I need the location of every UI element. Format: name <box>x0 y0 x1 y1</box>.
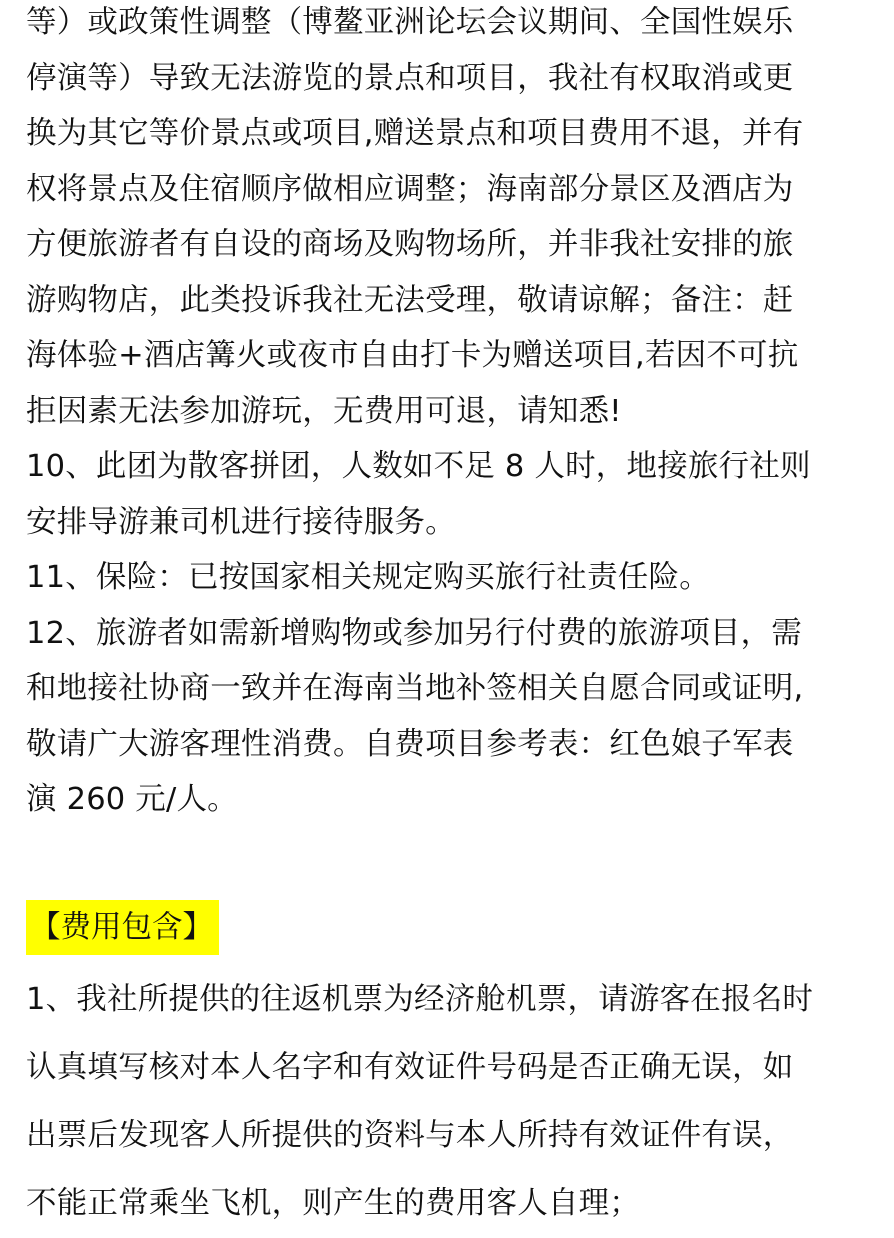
text-line: 方便旅游者有自设的商场及购物场所，并非我社安排的旅 <box>26 227 794 262</box>
section-heading-wrap <box>26 900 219 955</box>
text-line: 等）或政策性调整（博鳌亚洲论坛会议期间、全国性娱乐 <box>26 5 794 40</box>
text-line: 不能正常乘坐飞机，则产生的费用客人自理； <box>26 1186 640 1221</box>
item-11-line: 11、保险：已按国家相关规定购买旅行社责任险。 <box>26 560 710 595</box>
text-line: 敬请广大游客理性消费。自费项目参考表：红色娘子军表 <box>26 726 794 762</box>
text-line: 演 260 元/人。 <box>26 782 238 817</box>
section-heading-fee-included: 【费用包含】 <box>26 900 219 955</box>
item-10-line: 10、此团为散客拼团，人数如不足 8 人时，地接旅行社则 <box>26 449 811 484</box>
text-line: 出票后发现客人所提供的资料与本人所持有效证件有误， <box>26 1118 794 1153</box>
text-line: 和地接社协商一致并在海南当地补签相关自愿合同或证明, <box>26 671 804 706</box>
text-line: 权将景点及住宿顺序做相应调整；海南部分景区及酒店为 <box>26 171 794 207</box>
fee-included-paragraph <box>26 966 876 1238</box>
text-line: 游购物店，此类投诉我社无法受理，敬请谅解；备注：赶 <box>26 282 794 318</box>
text-line: 拒因素无法参加游玩，无费用可退，请知悉! <box>26 393 622 429</box>
text-line: 换为其它等价景点或项目,赠送景点和项目费用不退，并有 <box>26 116 804 151</box>
item-12-line: 12、旅游者如需新增购物或参加另行付费的旅游项目，需 <box>26 615 803 651</box>
text-line: 安排导游兼司机进行接待服务。 <box>26 504 456 540</box>
text-line: 停演等）导致无法游览的景点和项目，我社有权取消或更 <box>26 60 794 96</box>
text-line: 认真填写核对本人名字和有效证件号码是否正确无误，如 <box>26 1050 794 1085</box>
fee-item-1-line: 1、我社所提供的往返机票为经济舱机票，请游客在报名时 <box>26 982 814 1017</box>
text-line: 海体验+酒店篝火或夜市自由打卡为赠送项目,若因不可抗 <box>26 338 799 373</box>
terms-paragraphs <box>26 0 876 828</box>
